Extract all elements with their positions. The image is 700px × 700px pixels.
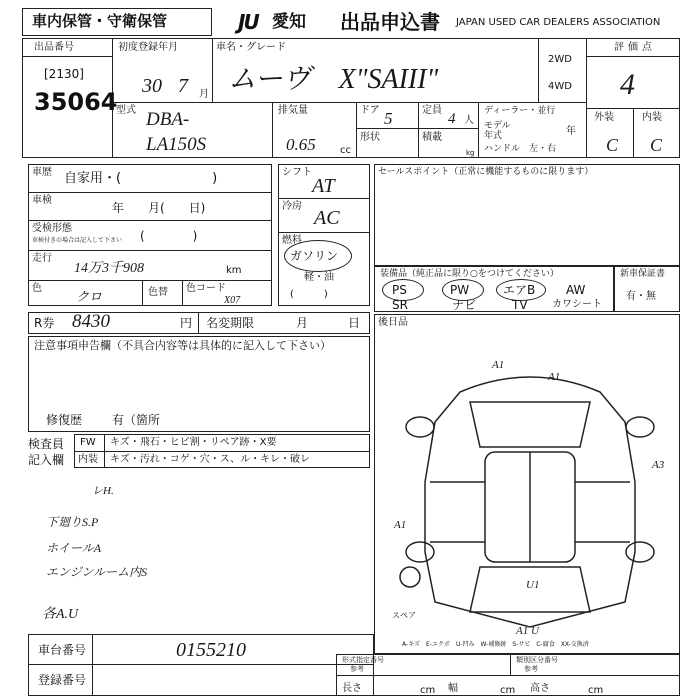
deadline-month: 月 (296, 316, 309, 330)
capacity-unit: 人 (464, 115, 474, 126)
mark-4: A1 (394, 519, 407, 531)
equip-pw: PW (450, 283, 470, 297)
exterior-value: C (606, 135, 619, 155)
repair-label: 修復歴 (46, 413, 83, 427)
fw-text: キズ・飛石・ヒビ割・リペア跡・X要 (110, 437, 277, 448)
equip-ps: PS (392, 283, 407, 297)
class-ref: 参考 (524, 665, 538, 673)
ju-logo: JU (238, 10, 258, 34)
notes-label: 注意事項申告欄（不具合内容等は具体的に記入して下さい） (34, 339, 331, 352)
inspection-value: 年 月( 日) (112, 201, 206, 215)
type-line1: DBA- (146, 109, 190, 130)
deadline-day: 日 (348, 316, 361, 330)
model-year-label: モデル年式 (484, 121, 511, 141)
fuel-diesel: 軽・油 (304, 272, 334, 283)
drive-2wd: 2WD (548, 54, 572, 65)
class-label: 類別区分番号 (516, 656, 558, 664)
receive-sub: 車検付きの場合は記入して下さい (32, 237, 123, 244)
recycle-unit: 円 (180, 316, 193, 330)
shift-label: シフト (282, 167, 312, 178)
load-label: 積載 (422, 132, 442, 143)
handle-label: ハンドル 左・右 (484, 144, 557, 154)
equip-aw: AW (566, 283, 586, 297)
displacement-unit: cc (340, 145, 351, 156)
model-value: ムーヴ X"SAIII" (228, 64, 439, 95)
top-grid (22, 38, 680, 158)
inspector-label-1: 検査員 (28, 437, 65, 451)
note-1: レH. (92, 485, 114, 497)
damage-legend: A-キズ E-エクボ U-凹み W-補修跡 S-サビ C-腐食 XX-交換済 (402, 641, 589, 648)
circle-pw (442, 279, 484, 301)
capacity-label: 定員 (422, 105, 442, 116)
circle-airbag (496, 279, 546, 301)
english-title: JAPAN USED CAR DEALERS ASSOCIATION (456, 17, 661, 28)
equip-navi: ナビ (452, 298, 477, 312)
color-label: 色 (32, 283, 42, 294)
note-3: ホイールA (46, 541, 102, 555)
drive-4wd: 4WD (548, 81, 572, 92)
recycle-label: R券 (34, 316, 55, 330)
load-unit: kg (466, 149, 475, 157)
equip-airbag: エアB (503, 283, 536, 297)
org-name: 愛知 (272, 12, 306, 32)
score-label: 評価点 (614, 42, 656, 53)
displacement-label: 排気量 (278, 105, 308, 116)
mark-2: A1 (548, 371, 561, 383)
mark-3: A3 (652, 459, 665, 471)
reg-label: 登録番号 (38, 673, 87, 687)
note-2: 下廻りS.P (46, 515, 99, 529)
wheel-rear-right (626, 542, 654, 562)
mileage-label: 走行 (32, 253, 52, 264)
repair-value: 有（箇所 (112, 413, 161, 427)
height-label: 高さ (530, 683, 550, 694)
warranty-label: 新車保証書 (620, 269, 666, 279)
type-line2: LA150S (146, 134, 207, 155)
history-value: 自家用・( ) (64, 171, 218, 186)
note-4: エンジンルーム内S (46, 565, 148, 579)
ac-value: AC (314, 207, 340, 229)
sales-point-box (374, 164, 680, 266)
first-reg-label: 初度登録年月 (118, 42, 178, 53)
interior-inspect-text: キズ・汚れ・コゲ・穴・ス、ル・キレ・破レ (110, 454, 310, 465)
equip-tv: TV (512, 298, 528, 312)
interior-inspect-label: 内装 (78, 454, 98, 465)
first-reg-year: 30 (142, 75, 162, 97)
sales-point-label: セールスポイント（正常に機能するものに限ります） (378, 167, 594, 177)
doors-value: 5 (384, 109, 393, 128)
warranty-value: 有・無 (626, 291, 656, 302)
height-unit: cm (588, 685, 604, 696)
color-code-label: 色コード (186, 283, 226, 294)
lot-bracket: [2130] (44, 67, 84, 81)
circle-ps (382, 279, 424, 301)
car-diagram (390, 352, 670, 642)
inspector-label-2: 記入欄 (28, 453, 65, 467)
lot-label: 出品番号 (34, 42, 74, 53)
first-reg-month: 7 (178, 75, 188, 97)
fuel-label: 燃料 (282, 235, 302, 246)
form-title: 出品申込書 (340, 10, 440, 34)
rear-label: 後日品 (378, 317, 408, 328)
shape-label: 形状 (360, 132, 380, 143)
receive-value: ( ) (140, 229, 198, 243)
recycle-value: 8430 (72, 311, 110, 332)
length-unit: cm (420, 685, 436, 696)
wheel-front-right (626, 417, 654, 437)
inspection-label: 車検 (32, 195, 52, 206)
color-change-label: 色替 (148, 287, 168, 298)
displacement-value: 0.65 (286, 135, 316, 154)
note-5: 各A.U (42, 607, 79, 622)
deadline-label: 名変期限 (206, 316, 255, 330)
storage-label: 車内保管・守衛保管 (32, 12, 168, 30)
dealer-label: ディーラー・並行 (484, 106, 556, 116)
model-label: 車名・グレード (216, 42, 286, 53)
mark-6: A1 U (516, 625, 539, 637)
width-label: 幅 (448, 683, 458, 694)
fuel-other: ( ) (290, 289, 328, 300)
shift-value: AT (312, 175, 335, 197)
spare-label: スペア (392, 611, 416, 620)
chassis-label: 車台番号 (38, 643, 87, 657)
capacity-value: 4 (448, 111, 456, 127)
color-value: クロ (76, 289, 103, 304)
receive-label: 受検形態 (32, 223, 72, 234)
history-label: 車歴 (32, 167, 52, 178)
wheel-front-left (406, 417, 434, 437)
equip-seat: カワシート (552, 299, 602, 310)
mileage-unit: km (226, 265, 242, 276)
spec-ref: 参考 (350, 665, 364, 673)
mark-1: A1 (492, 359, 505, 371)
year-unit: 年 (566, 126, 576, 137)
month-unit: 月 (199, 89, 209, 100)
fuel-gasoline: ガソリン (290, 249, 339, 263)
mileage-value: 14万3千908 (74, 261, 144, 276)
wheel-rear-left (406, 542, 434, 562)
equip-sr: SR (392, 298, 408, 312)
equipment-label: 装備品（純正品に限り○をつけてください） (380, 269, 559, 279)
length-label: 長さ (342, 683, 362, 694)
mark-5: U1 (526, 579, 540, 591)
width-unit: cm (500, 685, 516, 696)
fw-label: FW (80, 437, 96, 448)
interior-value: C (650, 135, 663, 155)
color-code-value: X07 (224, 295, 241, 306)
score-value: 4 (620, 68, 635, 101)
chassis-value: 0155210 (176, 639, 246, 661)
car-hood (470, 402, 590, 447)
interior-label: 内装 (642, 112, 662, 123)
ac-label: 冷房 (282, 201, 302, 212)
lot-number: 35064 (34, 88, 118, 116)
spare-wheel (400, 567, 420, 587)
spec-label: 形式指定番号 (342, 656, 384, 664)
exterior-label: 外装 (594, 112, 614, 123)
type-label: 型式 (116, 105, 136, 116)
doors-label: ドア (360, 105, 380, 116)
